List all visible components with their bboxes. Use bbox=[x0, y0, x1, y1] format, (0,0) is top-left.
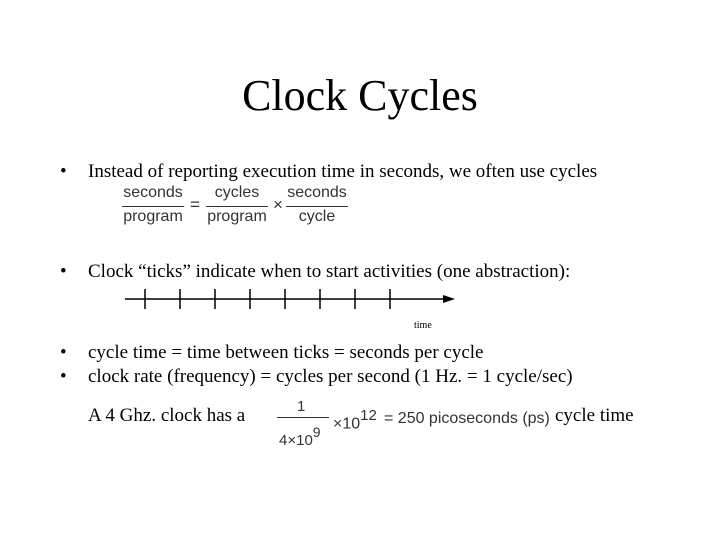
bullet-text: cycle time = time between ticks = seconds per cycle bbox=[88, 342, 484, 363]
bullet-item bbox=[60, 341, 483, 364]
formula-lhs-numerator: seconds bbox=[123, 184, 183, 201]
bullet-text: Instead of reporting execution time in seconds, we often use cycles bbox=[88, 161, 598, 182]
fraction-bar bbox=[277, 417, 329, 418]
example-numerator: 1 bbox=[297, 398, 306, 415]
denominator-exponent: 9 bbox=[312, 424, 321, 440]
bullet-text: Clock “ticks” indicate when to start activities (one abstraction): bbox=[88, 261, 571, 282]
bullet-item bbox=[60, 260, 570, 283]
bullet-marker: • bbox=[60, 366, 67, 387]
bullet-marker: • bbox=[60, 261, 67, 282]
multiplier-base: 10 bbox=[342, 415, 361, 433]
bullet-marker: • bbox=[60, 342, 67, 363]
multiplier-exponent: 12 bbox=[360, 407, 377, 424]
fraction-bar bbox=[122, 206, 184, 207]
fraction-bar bbox=[286, 206, 348, 207]
formula-lhs-denominator: program bbox=[123, 208, 183, 225]
bullet-item bbox=[60, 365, 573, 388]
bullet-marker: • bbox=[60, 161, 67, 182]
formula-times: × bbox=[273, 195, 283, 214]
formula-mid-denominator: program bbox=[207, 208, 267, 225]
formula-mid-numerator: cycles bbox=[214, 184, 260, 201]
bullet-text: clock rate (frequency) = cycles per second (1 Hz. = 1 cycle/sec) bbox=[88, 366, 573, 387]
slide-title: Clock Cycles bbox=[242, 71, 478, 120]
formula-equals: = bbox=[190, 195, 200, 214]
example-result: = 250 picoseconds (ps) bbox=[384, 410, 550, 427]
formula-rhs-numerator: seconds bbox=[287, 184, 347, 201]
bullet-item bbox=[60, 160, 597, 183]
formula-rhs-denominator: cycle bbox=[298, 208, 336, 225]
example-suffix: cycle time bbox=[555, 405, 634, 426]
timeline-label: time bbox=[414, 320, 432, 331]
cycles-formula bbox=[120, 184, 360, 230]
denominator-base: 4×10 bbox=[279, 432, 313, 449]
cycle-time-formula bbox=[275, 396, 555, 448]
example-denominator bbox=[279, 426, 321, 449]
fraction-bar bbox=[206, 206, 268, 207]
clock-timeline bbox=[125, 286, 455, 312]
timeline-arrowhead bbox=[443, 295, 455, 303]
multiplier-times: × bbox=[333, 415, 343, 433]
example-prefix: A 4 Ghz. clock has a bbox=[88, 405, 246, 426]
example-multiplier bbox=[333, 409, 377, 433]
